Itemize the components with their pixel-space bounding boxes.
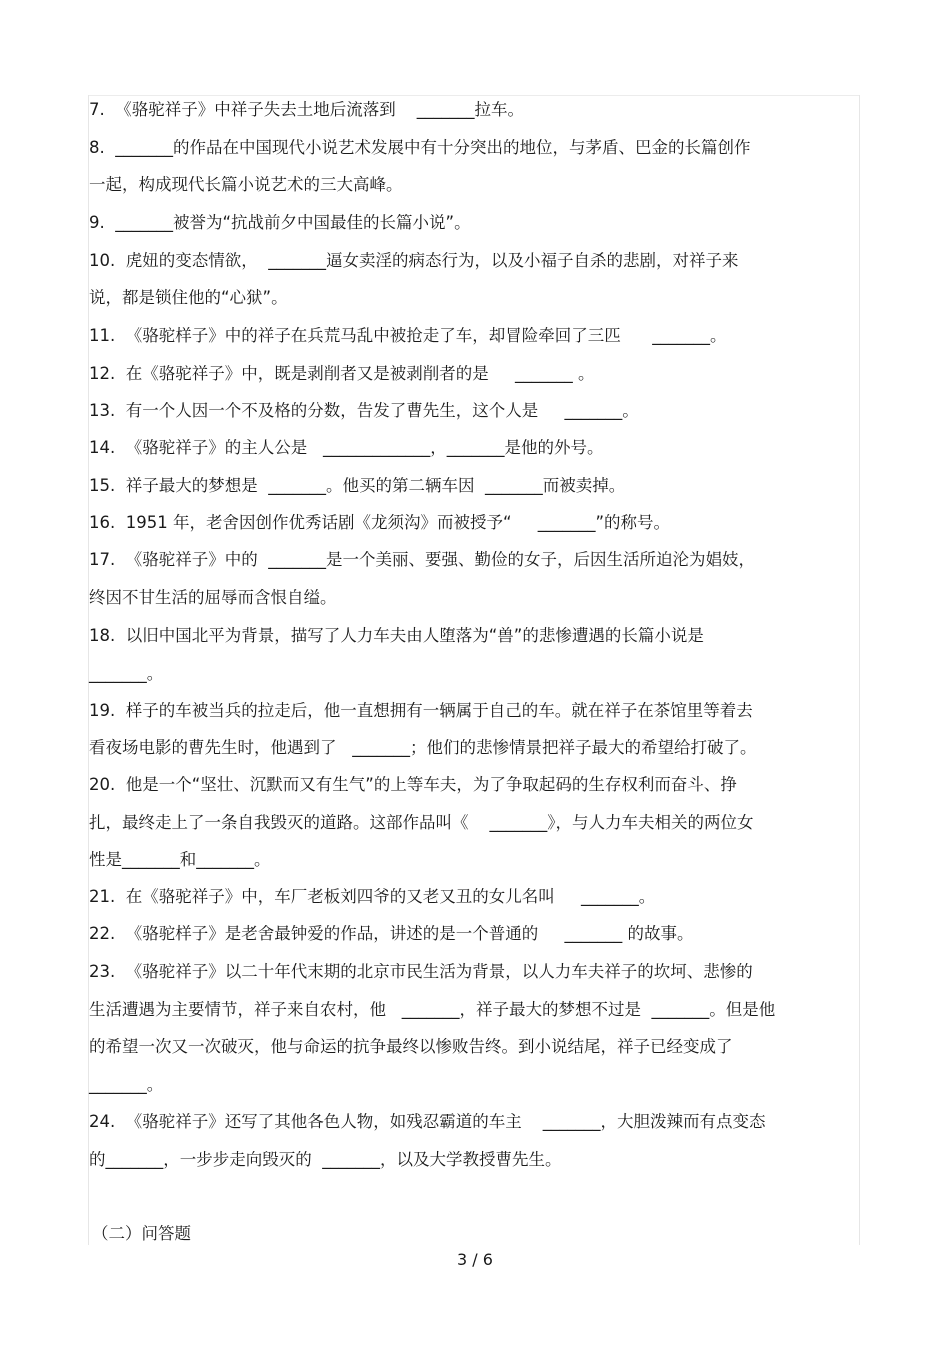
section-title: （二）问答题 (92, 1224, 191, 1243)
page-frame-top (88, 95, 860, 96)
text-line: 扎，最终走上了一条自我毁灭的道路。这部作品叫《 _______》，与人力车夫相关的两位女 (89, 813, 754, 832)
text-line: 20. 他是一个“坚壮、沉默而又有生气”的上等车夫，为了争取起码的生存权利而奋斗、挣 (89, 775, 737, 794)
text-line: 14. 《骆驼祥子》的主人公是 _____________，_______是他的外号。 (89, 438, 604, 457)
text-line: 8. _______的作品在中国现代小说艺术发展中有十分突出的地位，与茅盾、巴金的长篇创作 (89, 138, 751, 157)
text-line: 的_______，一步步走向毁灭的 _______，以及大学教授曹先生。 (89, 1150, 562, 1169)
text-line: 13. 有一个人因一个不及格的分数，告发了曹先生，这个人是 _______。 (89, 401, 639, 420)
text-line: 10. 虎妞的变态情欲， _______逼女卖淫的病态行为，以及小福子自杀的悲剧，对祥子来 (89, 251, 739, 270)
text-line: _______。 (89, 664, 164, 683)
text-line: 性是_______和_______。 (89, 850, 271, 869)
text-line: 15. 祥子最大的梦想是 _______。他买的第二辆车因 _______而被卖掉。 (89, 476, 626, 495)
text-line: 18. 以旧中国北平为背景，描写了人力车夫由人堕落为“兽”的悲惨遭遇的长篇小说是 (89, 626, 704, 645)
text-line: 16. 1951 年，老舍因创作优秀话剧《龙须沟》而被授予“ _______”的称号。 (89, 513, 671, 532)
text-line: 的希望一次又一次破灭，他与命运的抗争最终以惨败告终。到小说结尾，祥子已经变成了 (89, 1037, 733, 1056)
text-line: 17. 《骆驼祥子》中的 _______是一个美丽、要强、勤俭的女子，后因生活所迫沦为娼妓， (89, 550, 755, 569)
text-line: 12. 在《骆驼祥子》中，既是剥削者又是被剥削者的是 _______ 。 (89, 364, 595, 383)
page-frame-right (859, 95, 860, 1245)
text-line: 7. 《骆驼祥子》中祥子失去土地后流落到 _______拉车。 (89, 100, 524, 119)
text-line: 看夜场电影的曹先生时，他遇到了 _______；他们的悲惨情景把祥子最大的希望给打破了。 (89, 738, 757, 757)
text-line: 9. _______被誉为“抗战前夕中国最佳的长篇小说”。 (89, 213, 471, 232)
text-line: 生活遭遇为主要情节，祥子来自农村，他 _______，祥子最大的梦想不过是 _______。但是他 (89, 1000, 776, 1019)
text-line: 21. 在《骆驼祥子》中，车厂老板刘四爷的又老又丑的女儿名叫 _______。 (89, 887, 656, 906)
text-line: 24. 《骆驼祥子》还写了其他各色人物，如残忍霸道的车主 _______，大胆泼辣而有点变态 (89, 1112, 766, 1131)
text-line: 22. 《骆驼样子》是老舍最钟爱的作品，讲述的是一个普通的 _______ 的故事。 (89, 924, 694, 943)
text-line: 23. 《骆驼祥子》以二十年代末期的北京市民生活为背景，以人力车夫祥子的坎坷、悲惨的 (89, 962, 753, 981)
text-line: _______。 (89, 1075, 164, 1094)
text-line: 终因不甘生活的屈辱而含恨自缢。 (89, 588, 337, 607)
text-line: 11. 《骆驼样子》中的祥子在兵荒马乱中被抢走了车，却冒险牵回了三匹 _______。 (89, 326, 727, 345)
text-line: 一起，构成现代长篇小说艺术的三大高峰。 (89, 175, 403, 194)
page-number: 3 / 6 (457, 1250, 493, 1269)
text-line: 说，都是锁住他的“心狱”。 (89, 288, 288, 307)
text-line: 19. 样子的车被当兵的拉走后，他一直想拥有一辆属于自己的车。就在祥子在茶馆里等着去 (89, 701, 753, 720)
